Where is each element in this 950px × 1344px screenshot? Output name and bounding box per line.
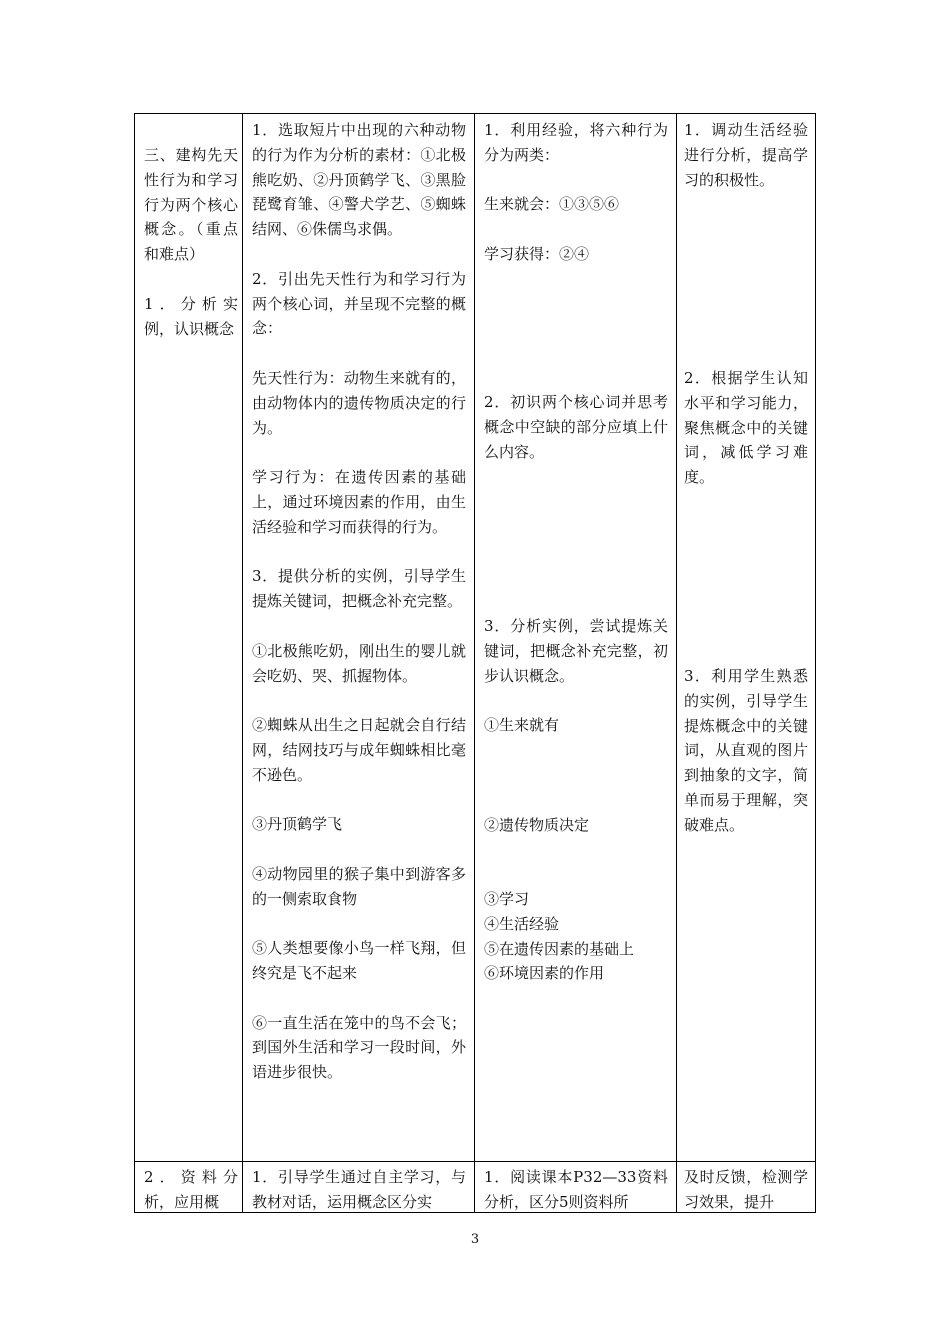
subsection-title: 2．资料分析，应用概 [144,1168,238,1211]
student-paragraph: 学习获得：②④ [484,244,590,263]
col1-cell-bottom [144,1165,238,1215]
student-paragraph: 生来就会：①③⑤⑥ [484,195,620,214]
student-activity-cell [484,118,668,267]
activity-paragraph: 学习行为：在遗传因素的基础上，通过环境因素的作用，由生活经验和学习而获得的行为。 [252,468,466,536]
example-item: ①北极熊吃奶，刚出生的婴儿就会吃奶、哭、抓握物体。 [252,641,466,685]
lesson-plan-table [134,113,816,1213]
student-answer: ③学习 [484,890,530,908]
student-answer: ②遗传物质决定 [484,816,590,834]
example-item: ③丹顶鹤学飞 [252,815,343,834]
subsection-title: 1．分析实例，认识概念 [144,294,238,338]
activity-paragraph: 2．引出先天性行为和学习行为两个核心词，并呈现不完整的概念： [252,269,466,338]
intent-paragraph: 及时反馈，检测学习效果，提升 [684,1168,808,1211]
page-number: 3 [470,1232,480,1247]
student-answer: ⑤在遗传因素的基础上 [484,939,635,958]
design-intent-cell [684,118,808,192]
activity-paragraph: 1．选取短片中出现的六种动物的行为作为分析的素材：①北极熊吃奶、②丹顶鹤学飞、③黑脸琵鹭育雏、④警犬学艺、⑤蜘蛛结网、⑥侏儒鸟求偶。 [252,121,466,239]
intent-paragraph: 1．调动生活经验进行分析，提高学习的积极性。 [684,121,808,189]
col1-cell [144,143,238,341]
design-intent-cell [684,366,808,490]
student-activity-cell-bottom [484,1165,668,1215]
student-activity-cell [484,390,668,464]
example-item: ②蜘蛛从出生之日起就会自行结网，结网技巧与成年蜘蛛相比毫不逊色。 [252,716,466,784]
activity-paragraph: 先天性行为：动物生来就有的，由动物体内的遗传物质决定的行为。 [252,368,466,437]
column-divider [474,114,475,1212]
student-paragraph: 1．阅读课本P32—33资料分析，区分5则资料所 [484,1168,668,1211]
student-paragraph: 1．利用经验，将六种行为分为两类： [484,121,668,164]
student-activity-cell [484,887,668,986]
column-divider [676,114,677,1212]
teacher-activity-cell-bottom [252,1165,466,1215]
student-activity-cell [484,614,668,738]
activity-paragraph: 1．引导学生通过自主学习，与教材对话，运用概念区分实 [252,1168,466,1211]
example-item: ⑤人类想要像小鸟一样飞翔，但终究是飞不起来 [252,939,466,983]
student-paragraph: 3．分析实例，尝试提炼关键词，把概念补充完整，初步认识概念。 [484,617,668,685]
student-activity-cell [484,813,668,838]
intent-paragraph: 2．根据学生认知水平和学习能力，聚焦概念中的关键词，减低学习难度。 [684,369,808,487]
student-answer: ⑥环境因素的作用 [484,964,605,983]
student-answer: ①生来就有 [484,716,560,735]
teacher-activity-cell [252,118,466,1085]
example-item: ④动物园里的猴子集中到游客多的一侧索取食物 [252,864,466,908]
intent-paragraph: 3．利用学生熟悉的实例，引导学生提炼概念中的关键词，从直观的图片到抽象的文字，简单而易于理解，突破难点。 [684,667,808,834]
student-paragraph: 2．初识两个核心词并思考概念中空缺的部分应填上什么内容。 [484,393,668,461]
activity-paragraph: 3．提供分析的实例，引导学生提炼关键词，把概念补充完整。 [252,567,466,611]
section-title: 三、建构先天性行为和学习行为两个核心概念。（重点和难点） [144,146,238,264]
row-divider [135,1161,815,1162]
example-item: ⑥一直生活在笼中的鸟不会飞；到国外生活和学习一段时间，外语进步很快。 [252,1013,466,1082]
design-intent-cell-bottom [684,1165,808,1215]
column-divider [242,114,243,1212]
design-intent-cell [684,664,808,838]
student-answer: ④生活经验 [484,914,560,933]
